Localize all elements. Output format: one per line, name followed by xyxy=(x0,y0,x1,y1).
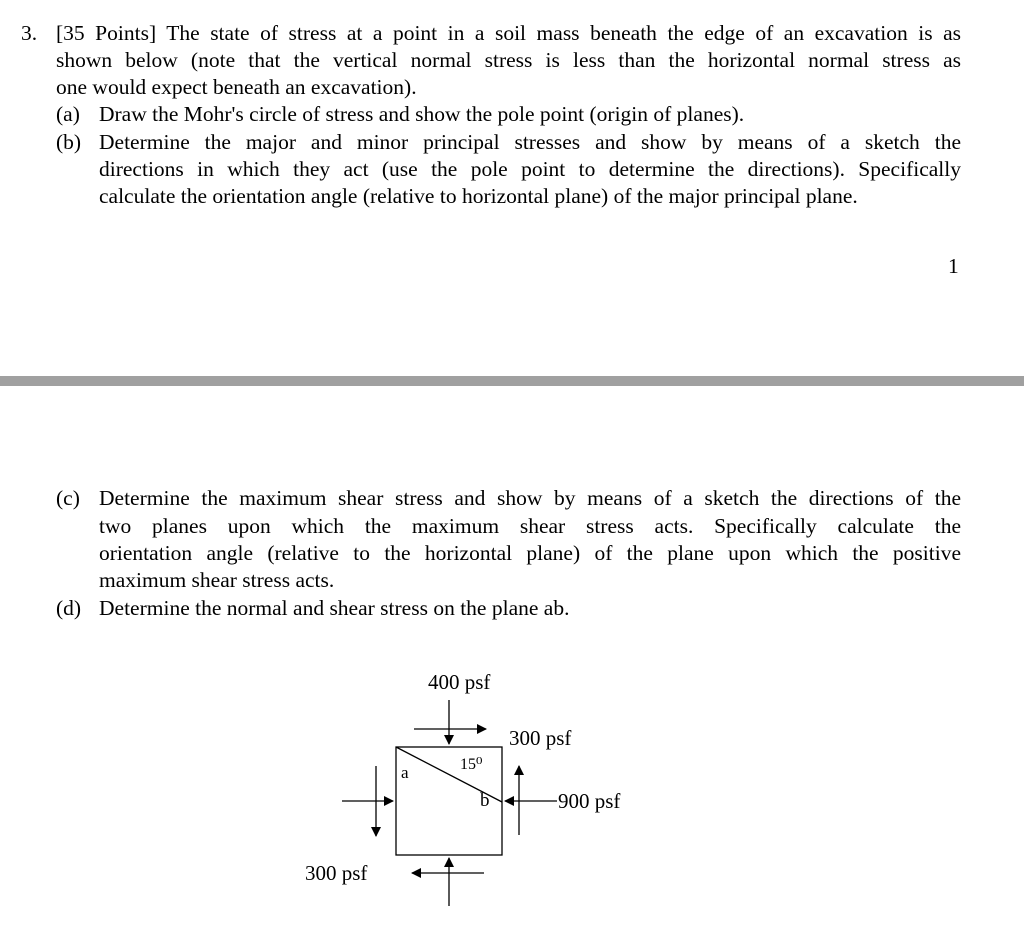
left-face-arrows xyxy=(342,766,393,836)
top-normal-stress-label: 400 psf xyxy=(428,670,491,694)
bottom-shear-stress-label: 300 psf xyxy=(305,861,368,885)
part-b-text: directions in which they act (use the pole point to determine the directions). Specifically xyxy=(99,157,961,181)
part-d-text: Determine the normal and shear stress on the plane ab. xyxy=(99,596,570,620)
problem-text-line: shown below (note that the vertical normal stress is less than the horizontal normal stress as xyxy=(56,48,961,72)
right-normal-stress-label: 900 psf xyxy=(558,789,621,813)
part-c-text: Determine the maximum shear stress and show by means of a sketch the directions of the xyxy=(99,486,961,510)
part-a-text: Draw the Mohr's circle of stress and show the pole point (origin of planes). xyxy=(99,102,745,126)
right-shear-stress-label: 300 psf xyxy=(509,726,572,750)
part-b-text: Determine the major and minor principal stresses and show by means of a sketch the xyxy=(99,130,961,154)
bottom-face-arrows xyxy=(412,858,484,906)
point-a-label: a xyxy=(401,763,409,782)
problem-text-line: [35 Points] The state of stress at a point in a soil mass beneath the edge of an excavation is as xyxy=(56,21,961,45)
right-face-arrows xyxy=(505,766,557,835)
point-b-label: b xyxy=(480,790,490,811)
angle-label: 15⁰ xyxy=(460,756,483,773)
top-face-arrows xyxy=(414,700,486,744)
problem-text-line: one would expect beneath an excavation). xyxy=(56,75,417,99)
part-d-label: (d) xyxy=(56,596,82,620)
part-c-text: orientation angle (relative to the horizontal plane) of the plane upon which the positive xyxy=(99,541,961,565)
part-c-label: (c) xyxy=(56,486,80,510)
part-c-text: maximum shear stress acts. xyxy=(99,568,335,592)
problem-number: 3. xyxy=(21,21,38,45)
part-c-text: two planes upon which the maximum shear stress acts. Specifically calculate the xyxy=(99,514,961,538)
page-number: 1 xyxy=(948,254,959,278)
part-b-label: (b) xyxy=(56,130,82,154)
part-b-text: calculate the orientation angle (relative to horizontal plane) of the major principal plane. xyxy=(99,184,858,208)
part-a-label: (a) xyxy=(56,102,80,126)
